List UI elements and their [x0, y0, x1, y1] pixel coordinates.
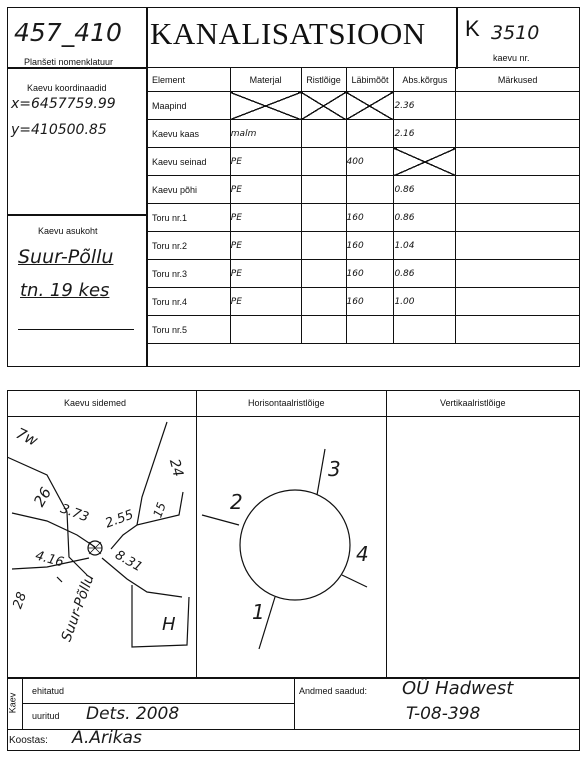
element-cell: Kaevu põhi [147, 176, 231, 204]
pipe-number-1: 1 [252, 600, 265, 624]
diameter-cell [346, 316, 394, 344]
material-cell: malm [230, 120, 301, 148]
height-cell: 0.86 [394, 204, 456, 232]
height-cell: 0.86 [394, 176, 456, 204]
cross-cell [301, 148, 346, 176]
height-cell: 1.00 [394, 288, 456, 316]
element-cell: Maapind [147, 92, 231, 120]
column-header: Märkused [456, 68, 580, 92]
street-name: Suur-Põllu [58, 572, 98, 644]
cross-cell [301, 176, 346, 204]
cross-cell [301, 288, 346, 316]
element-cell: Toru nr.4 [147, 288, 231, 316]
tie-distance-416: 4.16 [33, 548, 66, 571]
diameter-cell: 160 [346, 204, 394, 232]
diameter-cell [346, 176, 394, 204]
material-cell: PE [230, 232, 301, 260]
tie-number-28: 28 [10, 590, 31, 611]
height-cell: 1.04 [394, 232, 456, 260]
tie-distance-373: 3.73 [58, 501, 91, 526]
table-row [147, 232, 580, 260]
sheet-label: Planšeti nomenklatuur [24, 57, 114, 67]
table-row [147, 204, 580, 232]
coordinates-label: Kaevu koordinaadid [27, 83, 107, 93]
material-cell: PE [230, 176, 301, 204]
location-line-2: tn. 19 kes [20, 280, 110, 301]
divider [7, 67, 147, 69]
table-row [147, 92, 580, 120]
material-cell: PE [230, 204, 301, 232]
column-header: Läbimõõt [346, 68, 394, 92]
author-value: A.Arikas [72, 728, 142, 748]
pipe-number-4: 4 [356, 542, 369, 566]
vertical-section-label: Vertikaalristlõige [440, 398, 506, 408]
data-source-value: OÜ Hadwest [402, 678, 514, 699]
tie-number-26: 26 [29, 484, 56, 510]
column-header: Ristlõige [301, 68, 346, 92]
element-cell: Kaevu kaas [147, 120, 231, 148]
well-prefix: K [465, 16, 480, 41]
notes-cell [456, 260, 580, 288]
coordinate-y: y=410500.85 [11, 122, 107, 138]
cross-cell [301, 204, 346, 232]
element-cell: Toru nr.2 [147, 232, 231, 260]
column-header: Element [147, 68, 231, 92]
location-label: Kaevu asukoht [38, 226, 98, 236]
page-title: KANALISATSIOON [150, 16, 426, 51]
horizontal-section-label: Horisontaalristlõige [248, 398, 325, 408]
data-source-code: T-08-398 [406, 704, 481, 724]
material-cell: PE [230, 288, 301, 316]
notes-cell [456, 288, 580, 316]
divider [294, 678, 295, 730]
notes-cell [456, 204, 580, 232]
sheet-number: 457_410 [14, 18, 122, 47]
notes-cell [456, 148, 580, 176]
divider [7, 214, 147, 216]
table-header-row [147, 68, 580, 92]
location-line-1: Suur-Põllu [18, 246, 114, 268]
tie-number-7w: 7w [13, 424, 41, 450]
ties-sketch [7, 417, 196, 678]
coordinate-x: x=6457759.99 [11, 96, 116, 112]
tie-distance-255: 2.55 [103, 507, 136, 532]
table-row [147, 260, 580, 288]
notes-cell [456, 92, 580, 120]
element-cell: Toru nr.1 [147, 204, 231, 232]
material-cell: PE [230, 260, 301, 288]
pipe-number-2: 2 [230, 490, 243, 514]
element-cell: Toru nr.5 [147, 316, 231, 344]
surveyed-label: uuritud [32, 711, 60, 721]
element-cell: Kaevu seinad [147, 148, 231, 176]
crossed-cell [346, 92, 394, 120]
pipe-number-3: 3 [328, 457, 341, 481]
column-header: Materjal [230, 68, 301, 92]
tie-distance-831: 8.31 [112, 547, 145, 576]
diameter-cell [346, 120, 394, 148]
notes-cell [456, 232, 580, 260]
table-row [147, 316, 580, 344]
notes-cell [456, 316, 580, 344]
table-row [147, 288, 580, 316]
table-row [147, 120, 580, 148]
surveyed-value: Dets. 2008 [86, 704, 180, 724]
tie-number-24: 24 [165, 457, 186, 479]
cross-cell [301, 316, 346, 344]
diameter-cell: 400 [346, 148, 394, 176]
table-row [147, 176, 580, 204]
ties-label: Kaevu sidemed [64, 398, 127, 408]
cross-cell [301, 260, 346, 288]
crossed-cell [301, 92, 346, 120]
author-label: Koostas: [9, 735, 48, 746]
column-header: Abs.kõrgus [394, 68, 456, 92]
tie-number-15: 15 [150, 500, 169, 520]
cross-cell [301, 232, 346, 260]
well-number: 3510 [491, 22, 540, 44]
material-cell [230, 316, 301, 344]
table-row [147, 148, 580, 176]
element-cell: Toru nr.3 [147, 260, 231, 288]
house-label: H [162, 614, 176, 635]
well-data-table [146, 67, 580, 344]
well-label: kaevu nr. [493, 53, 530, 63]
crossed-cell [230, 92, 301, 120]
data-source-label: Andmed saadud: [299, 686, 368, 696]
height-cell [394, 316, 456, 344]
blank-line [18, 329, 134, 330]
diameter-cell: 160 [346, 232, 394, 260]
divider [386, 390, 387, 678]
height-cell: 2.16 [394, 120, 456, 148]
notes-cell [456, 120, 580, 148]
diameter-cell: 160 [346, 260, 394, 288]
kaev-label: Kaev [7, 692, 18, 714]
height-cell: 2.36 [394, 92, 456, 120]
crossed-cell [394, 148, 456, 176]
cross-cell [301, 120, 346, 148]
diameter-cell: 160 [346, 288, 394, 316]
divider [22, 678, 23, 730]
height-cell: 0.86 [394, 260, 456, 288]
notes-cell [456, 176, 580, 204]
built-label: ehitatud [32, 686, 65, 696]
material-cell: PE [230, 148, 301, 176]
divider [456, 7, 458, 69]
